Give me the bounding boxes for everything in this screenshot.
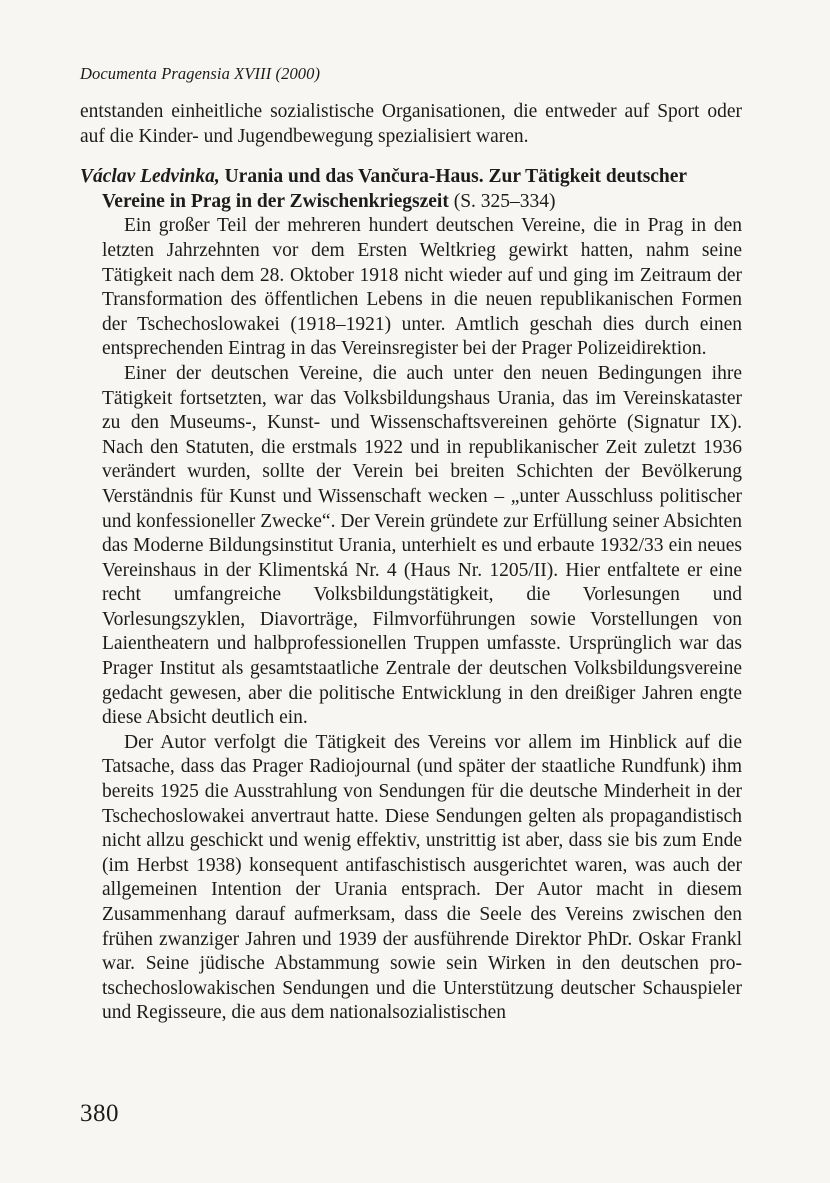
- entry-paragraph-1: Ein großer Teil der mehreren hundert deutschen Vereine, die in Prag in den letzten Jahrzehnten vor dem Ersten Weltkrieg gewirkt hatten, nahm seine Tätigkeit nach dem 28. Oktober 1918 nicht wieder auf und ging im Zeitraum der Transformation des öffentlichen Lebens in die neuen republikanischen Formen der Tschechoslowakei (1918–1921) unter. Amtlich geschah dies durch einen entsprechenden Eintrag in das Vereinsregister bei der Prager Polizeidirektion.: [102, 215, 742, 360]
- entry-body: [80, 214, 742, 1026]
- entry-title: Urania und das Vančura-Haus. Zur Tätigkeit deutscher Vereine in Prag in der Zwischenkriegszeit: [102, 166, 687, 212]
- entry-paragraph-3: Der Autor verfolgt die Tätigkeit des Vereins vor allem im Hinblick auf die Tatsache, dass das Prager Radiojournal (und später der staatliche Rundfunk) ihm bereits 1925 die Ausstrahlung von Sendungen für die deutsche Minderheit in der Tschechoslowakei anvertraut hatte. Diese Sendungen gelten als propagandistisch nicht allzu geschickt und wenig effektiv, unstrittig ist aber, dass sie bis zum Ende (im Herbst 1938) konsequent antifaschistisch ausgerichtet waren, was auch der allgemeinen Intention der Urania entsprach. Der Autor macht in diesem Zusammenhang darauf aufmerksam, dass die Seele des Vereins zwischen den frühen zwanziger Jahren und 1939 der ausführende Direktor PhDr. Oskar Frankl war. Seine jüdische Abstammung sowie sein Wirken in den deutschen pro-tschechoslowakischen Sendungen und die Unterstützung deutscher Schauspieler und Regisseure, die aus dem nationalsozialistischen: [102, 731, 742, 1024]
- running-header: Documenta Pragensia XVIII (2000): [80, 64, 321, 83]
- page-number: 380: [80, 1100, 119, 1127]
- page-body: [80, 62, 742, 1026]
- entry-paragraph-2: Einer der deutschen Vereine, die auch unter den neuen Bedingungen ihre Tätigkeit fortsetzten, war das Volksbildungshaus Urania, das im Vereinskataster zu den Museums-, Kunst- und Wissenschaftsvereinen gehörte (Signatur IX). Nach den Statuten, die erstmals 1922 und in republikanischer Zeit zuletzt 1936 verändert wurden, sollte der Verein bei breiten Schichten der Bevölkerung Verständnis für Kunst und Wissenschaft wecken – „unter Ausschluss politischer und konfessioneller Zwecke“. Der Verein gründete zur Erfüllung seiner Absichten das Moderne Bildungsinstitut Urania, unterhielt es und erbaute 1932/33 ein neues Vereinshaus in der Klimentská Nr. 4 (Haus Nr. 1205/II). Hier entfaltete er eine recht umfangreiche Volksbildungstätigkeit, die Vorlesungen und Vorlesungszyklen, Diavorträge, Filmvorführungen sowie Vorstellungen von Laientheatern und halbprofessionellen Truppen umfasste. Ursprünglich war das Prager Institut als gesamtstaatliche Zentrale der deutschen Volksbildungsvereine gedacht gewesen, aber die politische Entwicklung in den dreißiger Jahren engte diese Absicht deutlich ein.: [102, 362, 742, 729]
- entry-author: Václav Ledvinka,: [80, 166, 220, 188]
- entry-heading: [80, 165, 742, 214]
- entry-pages: (S. 325–334): [448, 190, 556, 212]
- intro-paragraph: entstanden einheitliche sozialistische Organisationen, die entweder auf Sport oder auf die Kinder- und Jugendbewegung spezialisiert waren.: [80, 101, 742, 147]
